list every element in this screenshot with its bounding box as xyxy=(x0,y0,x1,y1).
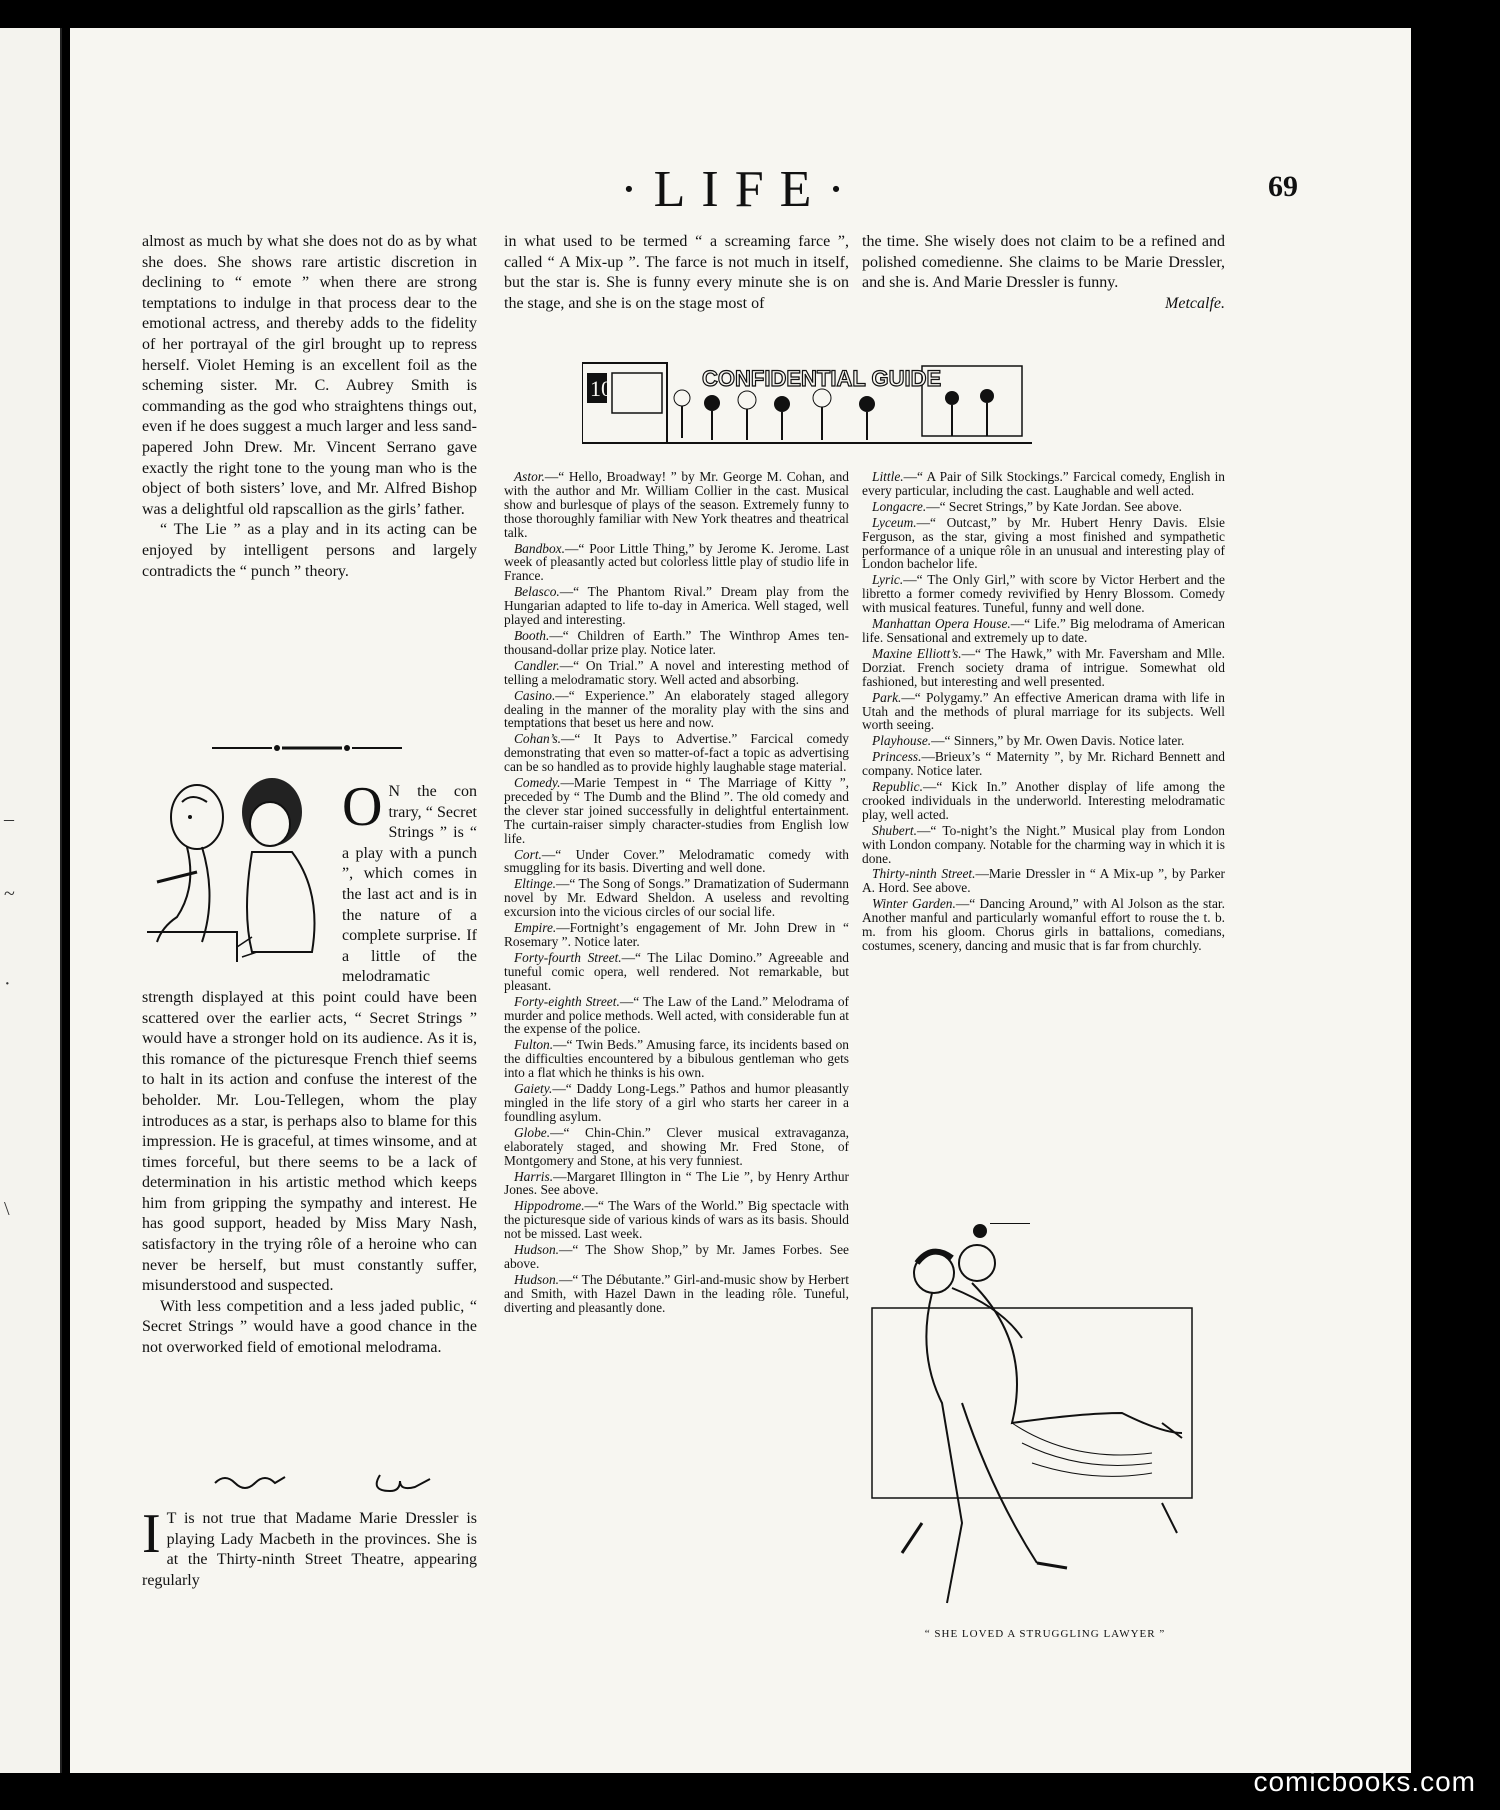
guide-entry xyxy=(504,1243,849,1271)
paragraph: With less competition and a less jaded public, “ Secret Strings ” would have a good chance in the not overworked field of emotional melodrama. xyxy=(142,1297,477,1357)
svg-text:10: 10 xyxy=(590,376,612,401)
theatre-name: Manhattan Opera House. xyxy=(872,616,1011,632)
entry-text: —Brieux’s “ Maternity ”, by Mr. Richard Bennett and company. Notice later. xyxy=(862,749,1225,779)
section-flourish xyxy=(210,1471,450,1495)
theatre-name: Harris. xyxy=(514,1168,554,1184)
guide-entry xyxy=(504,1082,849,1124)
entry-text: —“ Chin-Chin.” Clever musical extravaganza, elaborately staged, and showing Mr. Fred Stone, of Montgomery and Stone, at his very funniest. xyxy=(504,1124,849,1168)
column-2-intro xyxy=(504,232,849,314)
theatre-name: Casino. xyxy=(514,687,556,703)
dressler-note xyxy=(142,1503,477,1591)
entry-text: —“ Hello, Broadway! ” by Mr. George M. Cohan, and with the author and Mr. William Collier in the cast. Musical show and burlesque of plays of the season. Extremely funny to those thoroughly familiar with New York theatres and theatrical talk. xyxy=(504,469,849,540)
watermark: comicbooks.com xyxy=(1253,1766,1476,1797)
entry-text: —Fortnight’s engagement of Mr. John Drew in “ Rosemary ”. Notice later. xyxy=(504,920,849,949)
guide-entry xyxy=(862,617,1225,645)
entry-text: —“ Secret Strings,” by Kate Jordan. See above. xyxy=(926,498,1183,514)
guide-entry xyxy=(862,573,1225,615)
guide-entry xyxy=(862,500,1225,514)
entry-text: —“ The Hawk,” with Mr. Faversham and Mlle. Dorziat. French society drama of intrigue. Somewhat old fashioned, but interesting and well presented. xyxy=(862,645,1225,689)
entry-text: —“ Sinners,” by Mr. Owen Davis. Notice later. xyxy=(931,733,1185,749)
guide-entry xyxy=(862,647,1225,689)
dropcap-letter: I xyxy=(142,1503,161,1565)
guide-entry xyxy=(504,732,849,774)
theatre-name: Lyceum. xyxy=(872,514,917,530)
guide-entry xyxy=(504,776,849,846)
entry-text: —Marie Tempest in “ The Marriage of Kitty ”, preceded by “ The Dumb and the Blind ”. The old comedy and the clever star joined successfully in delightful entertainment. The curtain-raiser simply character-studies from English low life. xyxy=(504,775,849,846)
secret-strings-review xyxy=(142,776,477,1359)
column-1 xyxy=(142,232,477,582)
entry-text: —“ The Only Girl,” with score by Victor Herbert and the libretto a former comedy revivified by Henry Blossom. Comedy with musical features. Tuneful, funny and well done. xyxy=(862,572,1225,616)
theatre-name: Eltinge. xyxy=(514,876,557,892)
theatre-name: Republic. xyxy=(872,779,923,795)
guide-entry xyxy=(504,1170,849,1198)
guide-entry xyxy=(504,659,849,687)
guide-entry xyxy=(862,691,1225,733)
entry-text: —“ To-night’s the Night.” Musical play from London with London company. Notable for the charming way in which it is done. xyxy=(862,822,1225,866)
theatre-name: Longacre. xyxy=(872,498,927,514)
entry-text: —“ The Wars of the World.” Big spectacle with the picturesque side of various kinds of wars as its basis. Should not be missed. Last week. xyxy=(504,1198,849,1242)
entry-text: —“ The Show Shop,” by Mr. James Forbes. See above. xyxy=(504,1242,849,1271)
entry-text: —“ Kick In.” Another display of life among the crooked individuals in the underworld. Interesting melodramatic play, well acted. xyxy=(862,779,1225,822)
masthead-title: ·LIFE· xyxy=(620,161,861,218)
guide-entry xyxy=(862,780,1225,822)
theatre-name: Fulton. xyxy=(514,1037,554,1053)
banner-text: CONFIDENTIAL GUIDE xyxy=(702,366,942,391)
theatre-name: Booth. xyxy=(514,627,550,643)
entry-text: —“ It Pays to Advertise.” Farcical comedy demonstrating that even so matter-of-fact a topic as advertising can be so handled as to provide highly laughable stage material. xyxy=(504,731,849,775)
theatre-name: Globe. xyxy=(514,1124,551,1140)
entry-text: —“ Children of Earth.” The Winthrop Ames ten-thousand-dollar prize play. Notice later. xyxy=(504,627,849,657)
entry-text: —“ Daddy Long-Legs.” Pathos and humor pleasantly mingled in the life story of a girl who starts her career in a foundling asylum. xyxy=(504,1081,849,1124)
confidential-guide-banner xyxy=(582,358,1032,458)
guide-entry xyxy=(504,542,849,584)
entry-text: —“ Life.” Big melodrama of American life. Sensational and extremely up to date. xyxy=(862,616,1225,645)
guide-entry xyxy=(504,1273,849,1315)
theatre-name: Hippodrome. xyxy=(514,1198,585,1214)
illustration-caption: “ SHE LOVED A STRUGGLING LAWYER ” xyxy=(924,1628,1166,1640)
entry-text: —Margaret Illington in “ The Lie ”, by Henry Arthur Jones. See above. xyxy=(504,1168,849,1198)
guide-entry xyxy=(504,848,849,876)
theatre-name: Forty-eighth Street. xyxy=(514,993,620,1009)
theatre-name: Maxine Elliott’s. xyxy=(872,645,962,661)
dancing-couple-illustration xyxy=(862,1203,1225,1623)
theatre-name: Park. xyxy=(872,689,902,705)
theatre-name: Candler. xyxy=(514,657,560,673)
paragraph: in what used to be termed “ a screaming farce ”, called “ A Mix-up ”. The farce is not much in itself, but the star is. She is funny every minute she is on the stage, and she is on the stage most of xyxy=(504,233,849,312)
guide-entry xyxy=(862,824,1225,866)
guide-right-column xyxy=(862,470,1225,955)
theatre-name: Comedy. xyxy=(514,775,561,791)
paragraph: “ The Lie ” as a play and in its acting can be enjoyed by intelligent persons and largely contradicts the “ punch ” theory. xyxy=(142,521,477,580)
entry-text: —“ Poor Little Thing,” by Jerome K. Jerome. Last week of pleasantly acted but colorless little play of studio life in France. xyxy=(504,540,849,584)
entry-text: —“ Dancing Around,” with Al Jolson as the star. Another manful and particularly womanful effort to rouse the t. b. m. from his gloom. Chorus girls in battalions, comedians, costumes, scenery, dancing and music that is far from churchly. xyxy=(862,896,1225,953)
guide-entry xyxy=(504,585,849,627)
guide-entry xyxy=(504,629,849,657)
signature: Metcalfe. xyxy=(1165,294,1225,312)
guide-left-column xyxy=(504,470,849,1317)
column-3-intro xyxy=(862,232,1225,314)
entry-text: —“ The Phantom Rival.” Dream play from the Hungarian adapted to life to-day in America. Well staged, well played and interesting. xyxy=(504,584,849,628)
guide-entry xyxy=(504,689,849,731)
entry-text: —“ The Song of Songs.” Dramatization of Sudermann novel by Mr. Edward Sheldon. A useless and revolting excursion into the vicious circles of our social life. xyxy=(504,876,849,920)
entry-text: —“ Polygamy.” An effective American drama with life in Utah and the methods of plural marriage for its subjects. Well worth seeing. xyxy=(862,689,1225,733)
guide-entry xyxy=(504,1199,849,1241)
theatre-name: Hudson. xyxy=(514,1271,560,1287)
divider-flourish xyxy=(142,741,477,755)
entry-text: —Marie Dressler in “ A Mix-up ”, by Parker A. Hord. See above. xyxy=(862,866,1226,896)
guide-entry xyxy=(862,734,1225,748)
guide-entry xyxy=(504,470,849,540)
guide-entry xyxy=(862,516,1225,572)
theatre-name: Shubert. xyxy=(872,822,918,838)
entry-text: —“ Experience.” An elaborately staged allegory dealing in the manner of the morality play with the sins and temptations that beset us here and now. xyxy=(504,687,849,731)
theatre-name: Forty-fourth Street. xyxy=(514,949,622,965)
guide-entry xyxy=(504,995,849,1037)
page-number: 69 xyxy=(1268,170,1298,203)
entry-text: —“ The Law of the Land.” Melodrama of murder and police methods. Well acted, with considerable fun at the expense of the police. xyxy=(504,993,849,1037)
theatre-name: Empire. xyxy=(514,920,557,936)
entry-text: —“ On Trial.” A novel and interesting method of telling a melodramatic story. Well acted and absorbing. xyxy=(504,657,849,687)
guide-entry xyxy=(504,1126,849,1168)
entry-text: —“ Outcast,” by Mr. Hubert Henry Davis. Elsie Ferguson, as the star, giving a most finished and sympathetic performance of a unique rôle in an unusual and interesting play of London bachelor life. xyxy=(862,514,1225,572)
theatre-name: Gaiety. xyxy=(514,1081,553,1097)
theatre-name: Thirty-ninth Street. xyxy=(872,866,976,882)
paragraph: almost as much by what she does not do as by what she does. She shows rare artistic discretion in declining to “ emote ” when there are strong temptations to indulge in that process dear to the emotional actress, and thereby adds to the fidelity of her portrayal of the girl brought up to repress herself. Violet Heming is an excellent foil as the scheming sister. Mr. C. Aubrey Smith is commanding as the god who straightens things out, even if he does suggest a much larger and less sand-papered John Drew. Mr. Vincent Serrano gave exactly the right tone to the young man who is the object of both sisters’ love, and Mr. Alfred Bishop was a delightful old rapscallion as the girls’ father. xyxy=(142,233,477,518)
guide-entry xyxy=(504,1038,849,1080)
paragraph: T is not true that Madame Marie Dressler is playing Lady Macbeth in the provinces. She is at the Thirty-ninth Street Theatre, appearing regularly xyxy=(142,1510,477,1589)
theatre-name: Winter Garden. xyxy=(872,896,956,912)
theatre-name: Little. xyxy=(872,469,904,484)
theatre-name: Belasco. xyxy=(514,584,560,600)
guide-entry xyxy=(862,897,1225,953)
entry-text: —“ The Débutante.” Girl-and-music show by Herbert and Smith, with Hazel Dawn in the leading rôle. Tuneful, diverting and pleasantly done. xyxy=(504,1271,849,1315)
entry-text: —“ Twin Beds.” Amusing farce, its incidents based on the difficulties encountered by a bibulous gentleman who gets into a flat which he thinks is his own. xyxy=(504,1037,849,1081)
theatre-name: Playhouse. xyxy=(872,733,932,749)
magazine-page xyxy=(70,28,1411,1773)
theatre-name: Cohan’s. xyxy=(514,731,562,747)
guide-entry xyxy=(504,921,849,949)
guide-entry xyxy=(504,951,849,993)
dropcap-letter: O xyxy=(342,776,383,838)
guide-entry xyxy=(862,867,1225,895)
paragraph: N the con trary, “ Secret Strings ” is “ a play with a punch ”, which comes in the last act and is in the nature of a complete surprise. If a little of the melodramatic strength displayed at this point could have been scattered over the earlier acts, “ Secret Strings ” would have a stronger hold on its audience. As it is, this romance of the picturesque French thief seems to halt in its action and confuse the interest of the beholder. Mr. Lou-Tellegen, whom the play introduces as a star, is perhaps also to blame for this impression. He is graceful, at times winsome, and at times forceful, but there seems to be a lack of determination in his artistic method which keeps him from gripping the sympathy and interest. He has good support, headed by Miss Mary Nash, satisfactory in the trying rôle of a heroine who can never be herself, but must constantly suffer, misunderstood and suspected. xyxy=(142,783,477,1295)
theatre-name: Cort. xyxy=(514,846,542,862)
theatre-name: Lyric. xyxy=(872,572,904,588)
theatre-name: Princess. xyxy=(872,749,922,765)
guide-entry xyxy=(504,877,849,919)
paragraph: the time. She wisely does not claim to be a refined and polished comedienne. She claims to be Marie Dressler, and she is. And Marie Dressler is funny. xyxy=(862,233,1225,292)
entry-text: —“ Under Cover.” Melodramatic comedy with smuggling for its basis. Diverting and well done. xyxy=(504,846,849,876)
theatre-name: Hudson. xyxy=(514,1242,560,1258)
left-page-edge: – ~ · \ xyxy=(0,28,62,1773)
entry-text: —“ The Lilac Domino.” Agreeable and tuneful comic opera, well rendered. Not remarkable, but pleasant. xyxy=(504,949,849,993)
theatre-name: Astor. xyxy=(514,469,545,484)
theatre-name: Bandbox. xyxy=(514,540,565,556)
guide-entry xyxy=(862,750,1225,778)
guide-entry xyxy=(862,470,1225,498)
entry-text: —“ A Pair of Silk Stockings.” Farcical comedy, English in every particular, including the cast. Laughable and well acted. xyxy=(862,469,1225,498)
